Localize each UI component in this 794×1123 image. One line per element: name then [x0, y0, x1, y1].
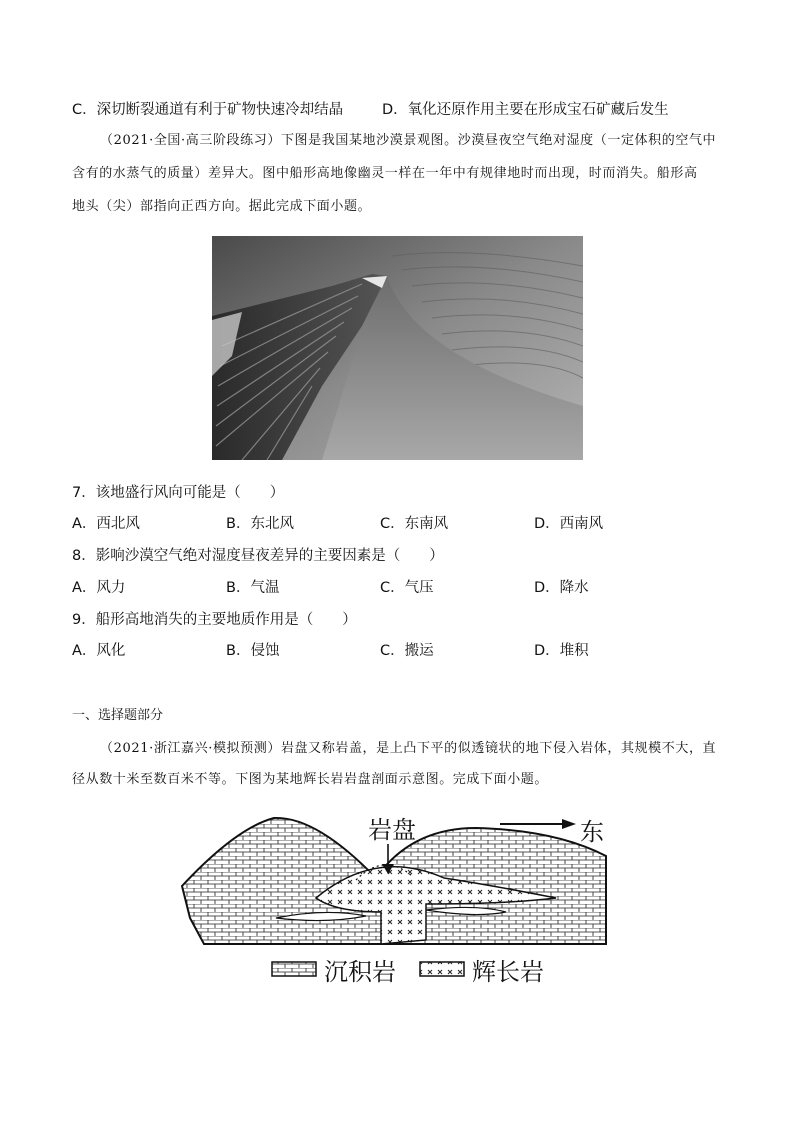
legend-gabbro-label: 辉长岩 — [472, 958, 544, 986]
label-rock-disk: 岩盘 — [368, 816, 416, 844]
passage1-line1: （2021·全国·高三阶段练习）下图是我国某地沙漠景观图。沙漠昼夜空气绝对湿度（一定体积的空气中 — [100, 133, 717, 148]
rock-disk-diagram — [176, 808, 622, 992]
legend-sedimentary-swatch — [272, 962, 316, 976]
q7-option-a: A．西北风 — [72, 516, 140, 532]
desert-photo — [212, 236, 583, 460]
q8-option-c: C．气压 — [380, 580, 434, 596]
q7-option-c: C．东南风 — [380, 516, 449, 532]
passage2-line1: （2021·浙江嘉兴·模拟预测）岩盘又称岩盖，是上凸下平的似透镜状的地下侵入岩体，其规模不大，直 — [100, 741, 717, 756]
legend-gabbro-swatch — [420, 962, 464, 976]
q9-option-b: B．侵蚀 — [226, 643, 280, 659]
q8-stem: 8．影响沙漠空气绝对湿度昼夜差异的主要因素是（ ） — [72, 548, 444, 564]
q6-option-c: C．深切断裂通道有利于矿物快速冷却结晶 — [72, 102, 344, 118]
q8-option-a: A．风力 — [72, 580, 126, 596]
q9-option-d: D．堆积 — [534, 643, 589, 659]
q7-option-b: B．东北风 — [226, 516, 294, 532]
q9-option-c: C．搬运 — [380, 643, 434, 659]
q7-stem: 7．该地盛行风向可能是（ ） — [72, 485, 285, 501]
q8-option-d: D．降水 — [534, 580, 589, 596]
q6-option-d: D．氧化还原作用主要在形成宝石矿藏后发生 — [382, 102, 669, 118]
passage2-line2: 径从数十米至数百米不等。下图为某地辉长岩岩盘剖面示意图。完成下面小题。 — [72, 772, 549, 787]
passage1-line3: 地头（尖）部指向正西方向。据此完成下面小题。 — [72, 199, 372, 214]
q9-stem: 9．船形高地消失的主要地质作用是（ ） — [72, 612, 357, 628]
q7-option-d: D．西南风 — [534, 516, 604, 532]
passage1-line2: 含有的水蒸气的质量）差异大。图中船形高地像幽灵一样在一年中有规律地时而出现，时而消失。船形高 — [72, 166, 698, 181]
label-east: 东 — [580, 818, 604, 846]
q8-option-b: B．气温 — [226, 580, 280, 596]
section-title: 一、选择题部分 — [72, 708, 164, 723]
q9-option-a: A．风化 — [72, 643, 126, 659]
legend-sedimentary-label: 沉积岩 — [324, 958, 396, 986]
